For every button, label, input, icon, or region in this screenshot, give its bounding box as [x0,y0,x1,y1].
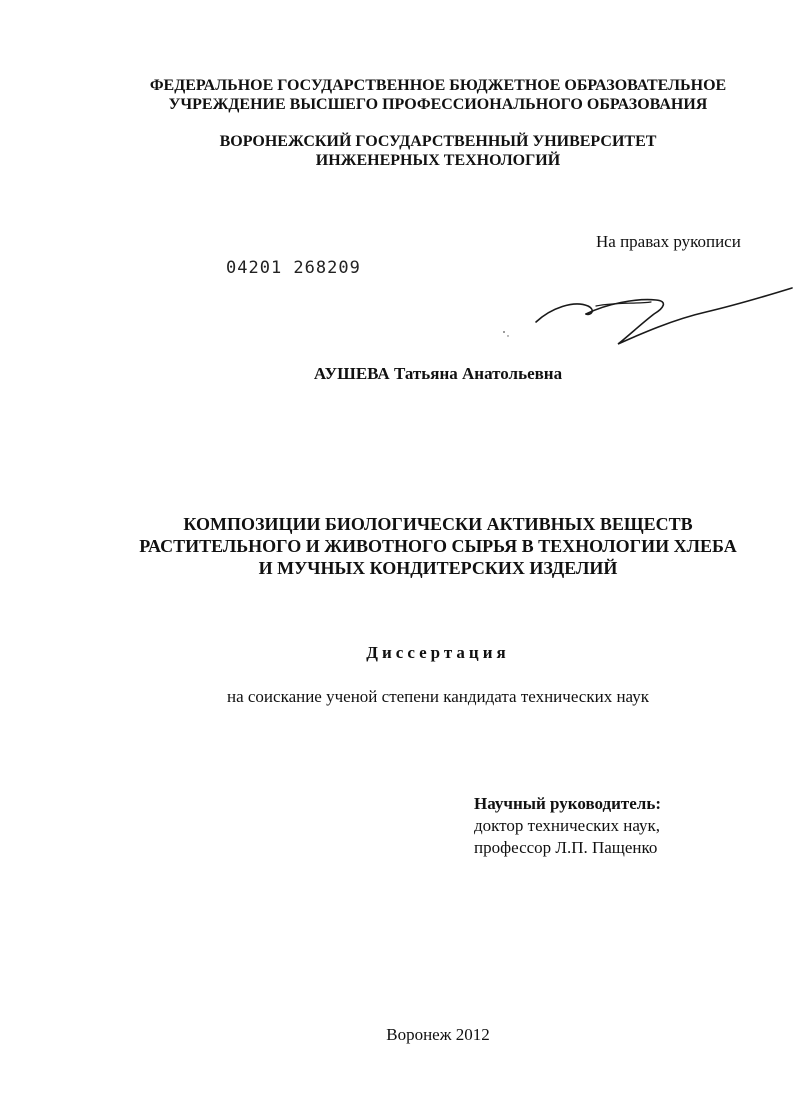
institution-name [40,76,796,114]
supervisor-block [474,793,661,859]
university-name [40,132,796,170]
institution-line-2: УЧРЕЖДЕНИЕ ВЫСШЕГО ПРОФЕССИОНАЛЬНОГО ОБРАЗОВАНИЯ [168,96,708,113]
institution-line-1: ФЕДЕРАЛЬНОЕ ГОСУДАРСТВЕННОЕ БЮДЖЕТНОЕ ОБРАЗОВАТЕЛЬНОЕ [149,77,727,94]
document-type: Диссертация [366,643,510,662]
signature-image [496,280,796,350]
title-line-3: И МУЧНЫХ КОНДИТЕРСКИХ ИЗДЕЛИЙ [258,558,618,578]
supervisor-name: профессор Л.П. Пащенко [474,838,658,857]
supervisor-label: Научный руководитель: [474,794,661,813]
degree-statement: на соискание ученой степени кандидата технических наук [226,687,649,706]
supervisor-degree: доктор технических наук, [474,816,661,835]
city-year: Воронеж 2012 [386,1025,490,1044]
title-line-1: КОМПОЗИЦИИ БИОЛОГИЧЕСКИ АКТИВНЫХ ВЕЩЕСТВ [183,514,693,534]
archive-stamp-number: 04201 268209 [226,258,361,278]
university-line-2: ИНЖЕНЕРНЫХ ТЕХНОЛОГИЙ [315,152,561,169]
author-name: АУШЕВА Татьяна Анатольевна [313,364,563,383]
dissertation-title [40,513,796,579]
title-line-2: РАСТИТЕЛЬНОГО И ЖИВОТНОГО СЫРЬЯ В ТЕХНОЛОГИИ ХЛЕБА [139,536,737,556]
manuscript-rights-note: На правах рукописи [596,232,741,251]
university-line-1: ВОРОНЕЖСКИЙ ГОСУДАРСТВЕННЫЙ УНИВЕРСИТЕТ [219,133,657,150]
